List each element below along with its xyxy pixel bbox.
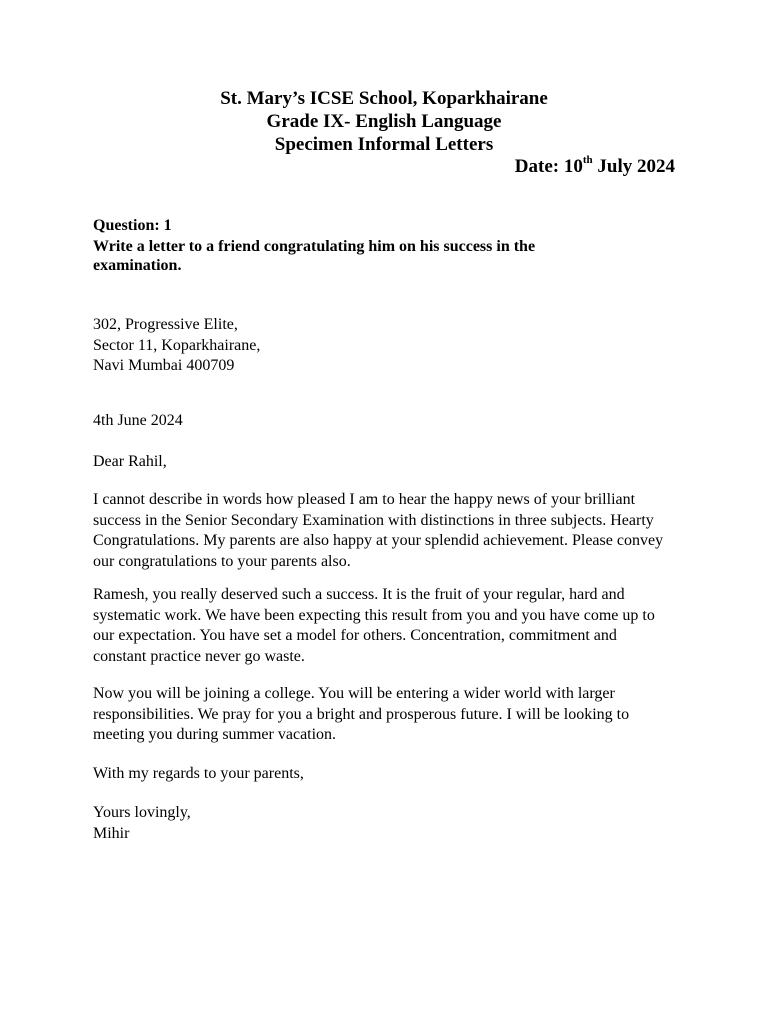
address-line-1: 302, Progressive Elite, (93, 316, 238, 333)
address-line-3: Navi Mumbai 400709 (93, 357, 235, 374)
body-paragraph-2: Ramesh, you really deserved such a success. It is the fruit of your regular, hard and systematic work. We have been expecting this result from you and you have come up to our expectation. You have set a model for others. Concentration, commitment and constant practice never go waste. (93, 586, 655, 665)
letter-closing (93, 803, 673, 844)
closing-phrase: Yours lovingly, (93, 804, 191, 821)
document-subtitle: Specimen Informal Letters (274, 134, 494, 155)
salutation: Dear Rahil, (93, 453, 167, 470)
question-number: Question: 1 (93, 217, 172, 234)
school-name: St. Mary’s ICSE School, Koparkhairane (220, 88, 548, 109)
signature: Mihir (93, 824, 130, 842)
document-date (514, 153, 675, 178)
address-line-2: Sector 11, Koparkhairane, (93, 336, 261, 354)
date-label: Date: 10 (514, 156, 583, 177)
question-text: Write a letter to a friend congratulating him on his success in the examination. (93, 238, 536, 274)
letter-date: 4th June 2024 (93, 412, 183, 429)
body-paragraph-3: Now you will be joining a college. You will be entering a wider world with larger responsibilities. We pray for you a bright and prosperous future. I will be looking to meeting you during summer vacation. (93, 685, 630, 743)
sender-address (93, 315, 673, 377)
grade-title: Grade IX- English Language (266, 111, 502, 132)
body-paragraph-1: I cannot describe in words how pleased I am to hear the happy news of your brilliant success in the Senior Secondary Examination with distinctions in three subjects. Hearty Congratulations. My parents are also happy at your splendid achievement. Please convey our congratulations to your parents also. (93, 491, 664, 570)
date-rest: July 2024 (592, 156, 675, 177)
date-superscript: th (582, 153, 593, 166)
regards-line: With my regards to your parents, (93, 765, 304, 782)
question-block (93, 216, 613, 275)
